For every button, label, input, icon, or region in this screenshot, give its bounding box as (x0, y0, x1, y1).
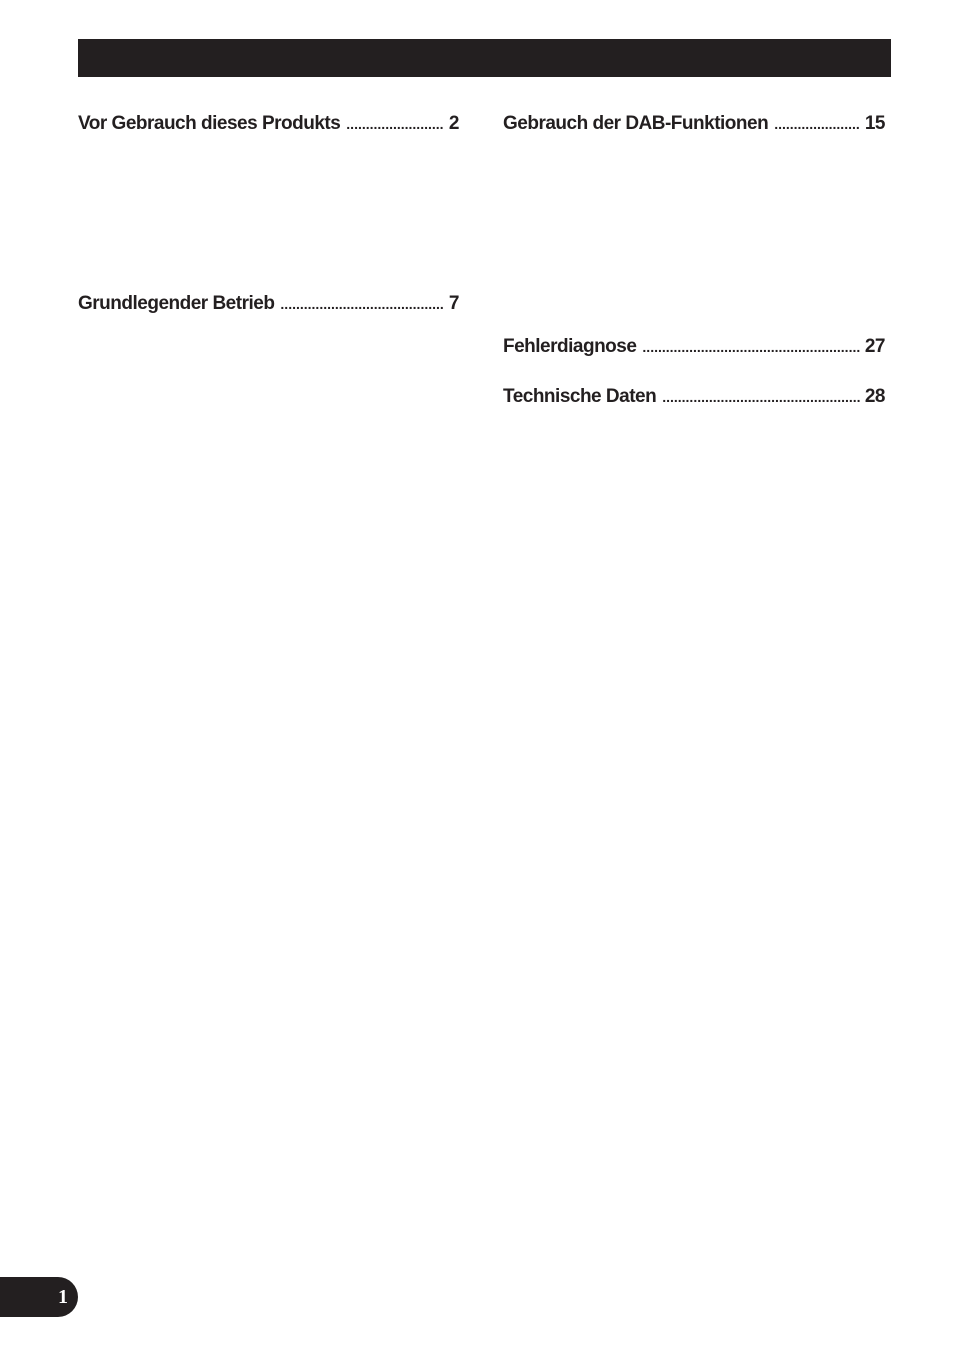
toc-dot-leader (774, 112, 860, 136)
toc-entry-title: Gebrauch der DAB-Funktionen (503, 113, 769, 134)
toc-entry-page: 7 (448, 293, 459, 314)
toc-entry-grundlegender-betrieb[interactable] (78, 292, 459, 316)
toc-entry-page: 15 (864, 113, 885, 134)
toc-dot-leader (642, 335, 859, 359)
page-number: 1 (58, 1286, 68, 1308)
toc-entry-title: Vor Gebrauch dieses Produkts (78, 113, 341, 134)
toc-dot-leader (346, 112, 444, 136)
toc-entry-technische-daten[interactable] (503, 385, 885, 409)
toc-entry-fehlerdiagnose[interactable] (503, 335, 885, 359)
toc-entry-title: Technische Daten (503, 386, 657, 407)
toc-entry-title: Fehlerdiagnose (503, 336, 637, 357)
page-number-tab (0, 1277, 78, 1317)
toc-entry-page: 28 (864, 386, 885, 407)
toc-entry-vor-gebrauch[interactable] (78, 112, 459, 136)
toc-entry-title: Grundlegender Betrieb (78, 293, 275, 314)
toc-dot-leader (280, 292, 444, 316)
toc-entry-dab-funktionen[interactable] (503, 112, 885, 136)
toc-entry-page: 2 (448, 113, 459, 134)
toc-dot-leader (662, 385, 860, 409)
header-bar (78, 39, 891, 77)
toc-entry-page: 27 (864, 336, 885, 357)
